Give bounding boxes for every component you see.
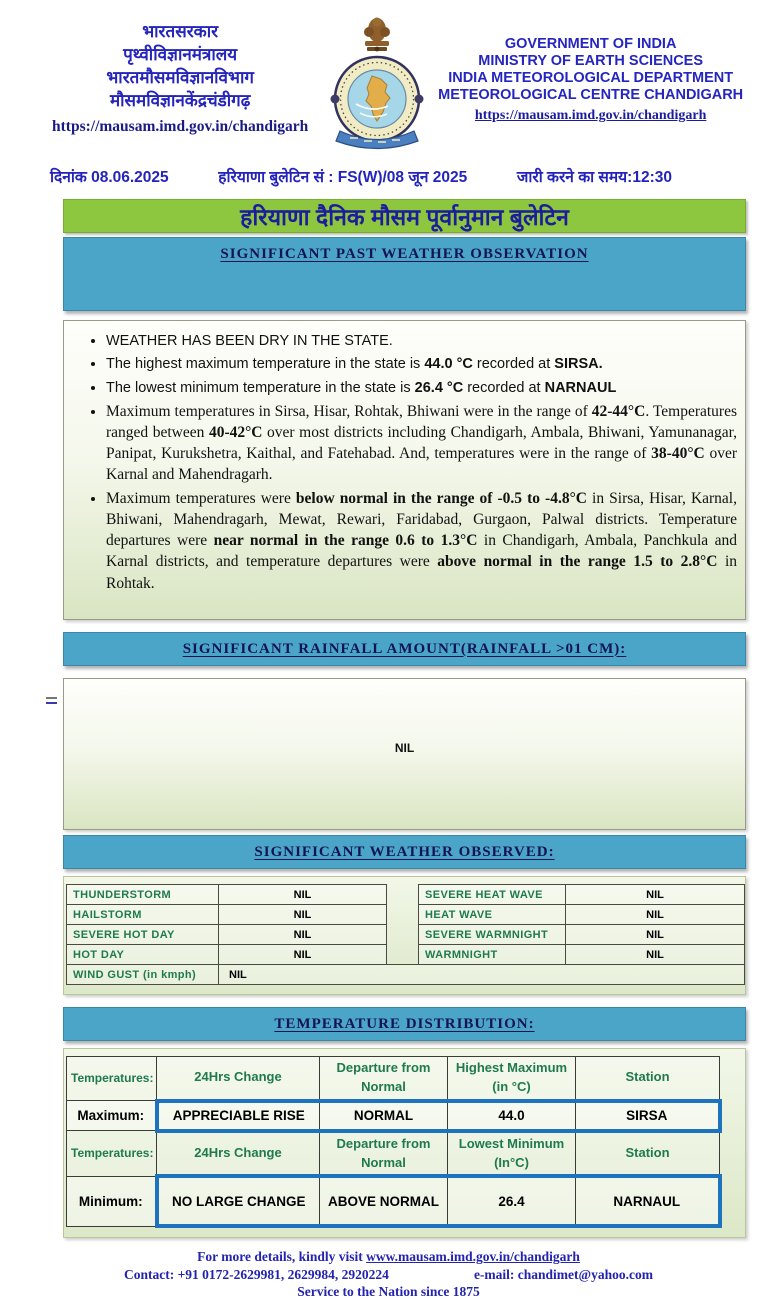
issue-time: जारी करने का समय:12:30 — [516, 169, 672, 186]
title-banner — [63, 199, 746, 233]
header-24hrs-change: 24Hrs Change — [157, 1057, 320, 1101]
weather-label: HEAT WAVE — [419, 905, 566, 925]
dept-hindi-line: भारतमौसमविज्ञानविभाग — [106, 68, 254, 87]
rainfall-nil-value: NIL — [394, 741, 415, 755]
weather-label: SEVERE WARMNIGHT — [419, 925, 566, 945]
footer-email-link[interactable]: e-mail: chandimet@yahoo.com — [473, 1266, 653, 1282]
weather-label: WARMNIGHT — [419, 945, 566, 965]
table-row — [67, 945, 745, 965]
weather-value: NIL — [566, 945, 745, 965]
footer-more-details — [0, 1248, 777, 1266]
imd-logo-icon — [322, 14, 434, 159]
header-temperatures: Temperatures: — [67, 1131, 157, 1177]
lowest-min-value: 26.4 — [448, 1176, 576, 1226]
bulletin-date: दिनांक 08.06.2025 — [50, 169, 169, 186]
min-header-row — [67, 1131, 720, 1177]
weather-value: NIL — [566, 925, 745, 945]
gov-english-line: GOVERNMENT OF INDIA — [504, 36, 677, 52]
weather-value: NIL — [219, 945, 387, 965]
table-row — [67, 905, 745, 925]
gov-hindi-line: भारतसरकार — [142, 22, 219, 41]
header — [0, 0, 777, 159]
weather-observed-banner — [63, 835, 746, 869]
max-header-row — [67, 1057, 720, 1101]
past-weather-heading: SIGNIFICANT PAST WEATHER OBSERVATION — [220, 246, 589, 262]
weather-label: SEVERE HEAT WAVE — [419, 885, 566, 905]
header-departure: Departure from Normal — [320, 1131, 448, 1177]
temperature-table — [66, 1056, 722, 1228]
minimum-label: Minimum: — [67, 1176, 157, 1226]
ministry-english-line: MINISTRY OF EARTH SCIENCES — [478, 53, 704, 69]
header-lowest-min: Lowest Minimum (In°C) — [448, 1131, 576, 1177]
weather-observed-section — [63, 876, 746, 995]
table-row — [67, 885, 745, 905]
header-right — [434, 20, 747, 159]
min-24hrs-change-value: NO LARGE CHANGE — [157, 1176, 320, 1226]
max-station-value: SIRSA — [576, 1101, 720, 1131]
min-station-value: NARNAUL — [576, 1176, 720, 1226]
bullet-temp-departures: • Maximum temperatures were below normal in the range of -0.5 to -4.8°C in Sirsa, Hisar, Karnal, Bhiwani, Mahendragarh, Mewat, Rewari, Faridabad, Gurgaon, Palwal districts. Temperature departures were near normal in the range 0.6 to 1.3°C in Chandigarh, Ambala, Panchkula and Karnal districts, and temperature departures were above normal in the range 1.5 to 2.8°C in Rohtak. — [106, 488, 737, 593]
bullet-highest-max: • The highest maximum temperature in the state is 44.0 °C recorded at SIRSA. — [106, 354, 737, 374]
bulletin-number: हरियाणा बुलेटिन सं : FS(W)/08 जून 2025 — [218, 169, 468, 186]
header-left — [38, 20, 322, 159]
header-station: Station — [576, 1131, 720, 1177]
wind-gust-label: WIND GUST (in kmph) — [67, 965, 219, 985]
minimum-row — [67, 1176, 720, 1226]
table-row — [67, 925, 745, 945]
ashoka-emblem — [364, 18, 390, 52]
footer-contact-row — [0, 1266, 777, 1284]
left-url-link[interactable]: https://mausam.imd.gov.in/chandigarh — [52, 118, 309, 135]
table-spacer — [387, 945, 419, 965]
page-title: हरियाणा दैनिक मौसम पूर्वानुमान बुलेटिन — [240, 204, 569, 230]
maximum-label: Maximum: — [67, 1101, 157, 1131]
past-weather-banner — [63, 237, 746, 311]
header-24hrs-change: 24Hrs Change — [157, 1131, 320, 1177]
bullet-lowest-min: • The lowest minimum temperature in the state is 26.4 °C recorded at NARNAUL — [106, 378, 737, 398]
max-24hrs-change-value: APPRECIABLE RISE — [157, 1101, 320, 1131]
ministry-hindi-line: पृथ्वीविज्ञानमंत्रालय — [123, 45, 238, 64]
past-weather-box — [63, 320, 746, 620]
header-departure: Departure from Normal — [320, 1057, 448, 1101]
rainfall-heading: SIGNIFICANT RAINFALL AMOUNT(RAINFALL >01 CM): — [182, 640, 627, 657]
footer-service-line: Service to the Nation since 1875 — [297, 1284, 480, 1300]
header-temperatures: Temperatures: — [67, 1057, 157, 1101]
rainfall-box — [63, 678, 746, 830]
header-station: Station — [576, 1057, 720, 1101]
dept-english-line: INDIA METEOROLOGICAL DEPARTMENT — [448, 70, 734, 86]
max-departure-value: NORMAL — [320, 1101, 448, 1131]
weather-value: NIL — [219, 925, 387, 945]
footer — [0, 1248, 777, 1301]
wind-gust-row — [67, 965, 745, 985]
header-highest-max: Highest Maximum (in °C) — [448, 1057, 576, 1101]
stray-mark-icon — [46, 697, 57, 707]
footer-contact: Contact: +91 0172-2629981, 2629984, 2920224 — [124, 1266, 389, 1282]
table-spacer — [387, 905, 419, 925]
weather-value: NIL — [219, 885, 387, 905]
temperature-banner — [63, 1007, 746, 1041]
weather-label: HAILSTORM — [67, 905, 219, 925]
weather-value: NIL — [219, 905, 387, 925]
weather-label: THUNDERSTORM — [67, 885, 219, 905]
weather-observed-heading: SIGNIFICANT WEATHER OBSERVED: — [254, 843, 555, 860]
past-weather-bullet-list — [90, 331, 737, 594]
temperature-heading: TEMPERATURE DISTRIBUTION: — [274, 1015, 535, 1032]
maximum-row — [67, 1101, 720, 1131]
bullet-dry-weather: • WEATHER HAS BEEN DRY IN THE STATE. — [106, 331, 737, 351]
table-spacer — [387, 925, 419, 945]
main-content — [63, 199, 746, 1238]
weather-value: NIL — [566, 905, 745, 925]
centre-hindi-line: मौसमविज्ञानकेंद्रचंडीगढ़ — [109, 91, 251, 110]
weather-label: HOT DAY — [67, 945, 219, 965]
weather-label: SEVERE HOT DAY — [67, 925, 219, 945]
weather-observed-table — [66, 884, 745, 985]
min-departure-value: ABOVE NORMAL — [320, 1176, 448, 1226]
weather-value: NIL — [566, 885, 745, 905]
temperature-section — [63, 1048, 746, 1238]
rainfall-banner — [63, 632, 746, 666]
footer-more-prefix: For more details, kindly visit — [197, 1249, 367, 1265]
highest-max-value: 44.0 — [448, 1101, 576, 1131]
centre-english-line: METEOROLOGICAL CENTRE CHANDIGARH — [438, 87, 744, 103]
table-spacer — [387, 885, 419, 905]
date-row — [0, 159, 777, 187]
wind-gust-value: NIL — [219, 965, 745, 985]
footer-url-link[interactable]: www.mausam.imd.gov.in/chandigarh — [366, 1249, 580, 1265]
right-url-link[interactable]: https://mausam.imd.gov.in/chandigarh — [474, 108, 707, 123]
bullet-max-temp-ranges: • Maximum temperatures in Sirsa, Hisar, Rohtak, Bhiwani were in the range of 42-44°C. Temperatures ranged between 40-42°C over most districts including Chandigarh, Ambala, Bhiwani, Yamunanagar, Panipat, Kurukshetra, Kaithal, and Fatehabad. And, temperatures were in the range of 38-40°C over Karnal and Mahendragarh. — [106, 401, 737, 485]
